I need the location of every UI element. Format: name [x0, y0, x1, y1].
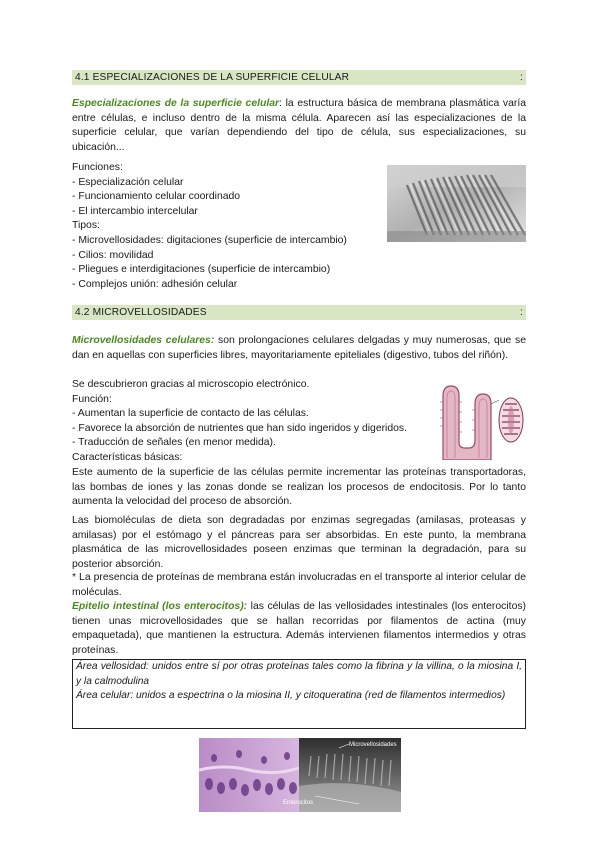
notes-box [72, 659, 526, 729]
paragraph-epithelium [72, 600, 526, 658]
types-title: Tipos: [72, 220, 100, 232]
functions-title: Funciones: [72, 162, 123, 173]
list-item: - Traducción de señales (en menor medida). [72, 437, 276, 449]
list-item: - Microvellosidades: digitaciones (superficie de intercambio) [72, 234, 347, 246]
enterocyte-micrographs [199, 738, 401, 812]
intro-text: son prolongaciones celulares delgadas y muy numerosas, que se dan en aquellas con superficies libres, mayoritariamente epiteliales (digestivo, tubos del riñón). [72, 335, 526, 361]
functions-list [72, 161, 382, 292]
section-heading-4-2 [72, 305, 526, 320]
villus-illustration [435, 382, 527, 460]
microvilli-micrograph-image [387, 165, 526, 242]
paragraph-text: Las biomoléculas de dieta son degradadas por enzimas segregadas (amilasas, proteasas y amilasas) por el estómago y el páncreas para ser absorbidas. En este punto, la membrana plasmática de las microvellosidades poseen enzimas que terminan la degradación, para su posterior absorción. [72, 515, 526, 570]
list-item: - Favorece la absorción de nutrientes que han sido ingeridos y digeridos. [72, 422, 408, 434]
characteristics-title: Características básicas: [72, 451, 183, 463]
list-item: - Funcionamiento celular coordinado [72, 191, 241, 203]
section-4-2-intro [72, 334, 526, 363]
function-title: Función: [72, 393, 112, 405]
note-cell-area: Área celular: unidos a espectrina o la miosina II, y citoqueratina (red de filamentos intermedios) [76, 690, 506, 702]
section-colon: : [520, 72, 523, 83]
enterocyte-micrographs-image [199, 738, 401, 812]
section-colon: : [520, 307, 523, 318]
list-item: - Especialización celular [72, 176, 184, 188]
label-microvellosidades: Microvellosidades [349, 742, 397, 748]
list-item: - Aumentan la superficie de contacto de las células. [72, 408, 309, 420]
section-title: 4.1 ESPECIALIZACIONES DE LA SUPERFICIE CELULAR [75, 72, 350, 83]
intro-text: : la estructura básica de membrana plasmática varía entre células, e incluso dentro de la misma célula. Aparecen así las especializaciones de la superficie celular, que varían dependiendo del tipo de célula, sus especializaciones, su ubicación... [72, 98, 526, 153]
list-item: - Complejos unión: adhesión celular [72, 278, 238, 290]
term-microvellosidades: Microvellosidades celulares: [72, 335, 215, 346]
term-especializaciones: Especializaciones de la superficie celular [72, 98, 280, 109]
paragraph-biomolecules [72, 514, 526, 572]
paragraph-increase [72, 466, 526, 510]
list-item: - El intercambio intercelular [72, 205, 198, 217]
list-item: - Pliegues e interdigitaciones (superficie de intercambio) [72, 264, 331, 276]
paragraph-note [72, 571, 526, 600]
villus-illustration-image [435, 382, 527, 460]
section-heading-4-1 [72, 70, 526, 85]
section-4-1-intro [72, 97, 526, 155]
discovered-text: Se descubrieron gracias al microscopio electrónico. [72, 379, 310, 390]
list-item: - Cilios: movilidad [72, 249, 154, 261]
note-villus-area: Área vellosidad: unidos entre sí por otras proteínas tales como la fibrina y la villina, o la miosina I, y la calmodulina [76, 661, 522, 687]
paragraph-text: las células de las vellosidades intestinales (los enterocitos) tienen unas microvellosidades que se hallan recorridas por filamentos de actina (muy empaquetada), que mantienen la estructura. Además intervienen filamentos intermedios y otras proteínas. [72, 601, 526, 656]
paragraph-text: Este aumento de la superficie de las células permite incrementar las proteínas transportadoras, las bombas de iones y las zonas donde se realizan los procesos de endocitosis. Por lo tanto aumenta la velocidad del proceso de absorción. [72, 467, 526, 508]
function-list [72, 378, 432, 466]
label-enterocitos: Enterocitos [283, 800, 314, 806]
term-epitelio: Epitelio intestinal (los enterocitos): [72, 601, 248, 612]
section-title: 4.2 MICROVELLOSIDADES [75, 307, 207, 318]
document-page [72, 0, 528, 848]
paragraph-text: * La presencia de proteínas de membrana están involucradas en el transporte al interior celular de moléculas. [72, 572, 526, 598]
microvilli-micrograph [387, 165, 526, 242]
